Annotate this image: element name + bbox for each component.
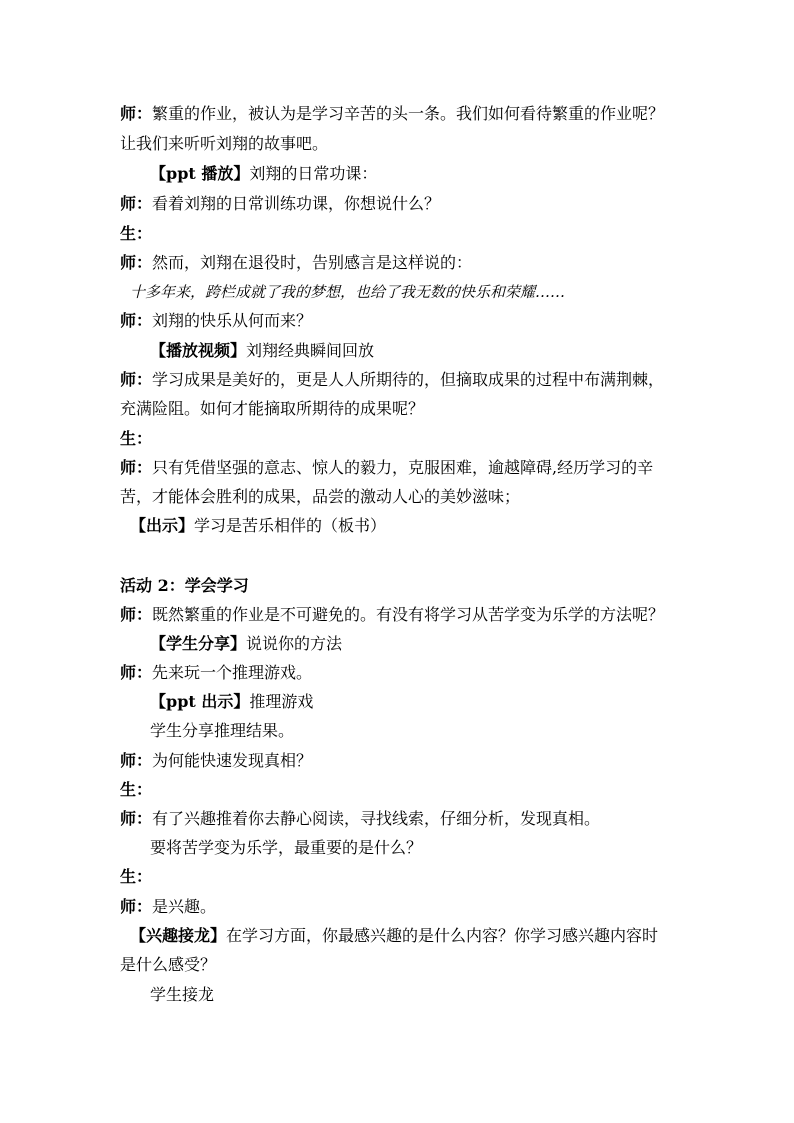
paragraph-text: 刘翔的日常功课：	[249, 164, 378, 183]
speaker-label: 师：	[120, 897, 153, 916]
speaker-label: 师：	[120, 751, 153, 770]
paragraph-text: 学习是苦乐相伴的（板书）	[194, 516, 387, 535]
speaker-label: 师：	[120, 104, 153, 123]
speaker-label: 师：	[120, 194, 153, 213]
bracket-tag: 【播放视频】	[150, 341, 247, 360]
speaker-label: 师：	[120, 663, 153, 682]
paragraph-text: 苦，才能体会胜利的成果，品尝的激动人心的美妙滋味；	[120, 487, 521, 506]
speaker-label: 师：	[120, 253, 153, 272]
paragraph-text: 学习成果是美好的，更是人人所期待的，但摘取成果的过程中布满荆棘，	[152, 370, 665, 389]
speaker-label: 生：	[120, 429, 153, 448]
paragraph-text: 充满险阻。如何才能摘取所期待的成果呢？	[120, 399, 425, 418]
paragraph	[150, 164, 377, 184]
speaker-label: 师：	[120, 809, 153, 828]
paragraph-text: 先来玩一个推理游戏。	[152, 663, 313, 682]
paragraph	[120, 955, 216, 975]
paragraph-text: 是兴趣。	[152, 897, 217, 916]
paragraph-text: 繁重的作业，被认为是学习辛苦的头一条。我们如何看待繁重的作业呢？	[152, 104, 665, 123]
paragraph-text: 推理游戏	[249, 692, 314, 711]
paragraph-text: 让我们来听听刘翔的故事吧。	[120, 134, 329, 153]
paragraph-text: 学生接龙	[150, 985, 215, 1004]
paragraph	[150, 634, 342, 654]
speaker-label: 师：	[120, 458, 153, 477]
quote-paragraph	[130, 282, 565, 302]
speaker-label: 生：	[120, 224, 153, 243]
paragraph-text: 然而，刘翔在退役时，告别感言是这样说的：	[152, 253, 473, 272]
paragraph-text: 刘翔经典瞬间回放	[246, 341, 375, 360]
paragraph	[120, 663, 312, 683]
paragraph	[120, 429, 152, 449]
paragraph	[120, 399, 424, 419]
paragraph	[120, 605, 664, 625]
paragraph-text: 既然繁重的作业是不可避免的。有没有将学习从苦学变为乐学的方法呢？	[152, 605, 665, 624]
paragraph-text: 为何能快速发现真相？	[152, 751, 313, 770]
paragraph-text: 要将苦学变为乐学，最重要的是什么？	[150, 838, 423, 857]
paragraph	[120, 104, 664, 124]
bracket-tag: 【兴趣接龙】	[130, 926, 227, 945]
paragraph	[120, 311, 312, 331]
paragraph	[120, 487, 520, 507]
paragraph	[120, 751, 312, 771]
speaker-label: 师：	[120, 605, 153, 624]
paragraph	[150, 985, 214, 1005]
paragraph	[150, 721, 294, 741]
speaker-label: 生：	[120, 780, 153, 799]
speaker-label: 师：	[120, 370, 153, 389]
speaker-label: 生：	[120, 867, 153, 886]
paragraph	[120, 194, 440, 214]
paragraph	[120, 809, 600, 829]
paragraph	[120, 224, 152, 244]
paragraph-text: 十多年来，跨栏成就了我的梦想，也给了我无数的快乐和荣耀……	[130, 283, 566, 301]
bracket-tag: 【学生分享】	[150, 634, 247, 653]
paragraph-text: 学生分享推理结果。	[150, 721, 295, 740]
paragraph	[130, 516, 386, 536]
paragraph	[120, 780, 152, 800]
paragraph-text: 在学习方面，你最感兴趣的是什么内容？你学习感兴趣内容时	[226, 926, 659, 945]
paragraph	[150, 692, 313, 712]
paragraph	[130, 926, 658, 946]
paragraph	[120, 253, 472, 273]
paragraph-text: 是什么感受？	[120, 955, 217, 974]
bracket-tag: 【ppt 播放】	[150, 164, 250, 183]
paragraph	[120, 134, 328, 154]
paragraph	[120, 370, 664, 390]
bracket-tag: 【出示】	[130, 516, 195, 535]
paragraph-text: 有了兴趣推着你去静心阅读，寻找线索，仔细分析，发现真相。	[152, 809, 601, 828]
paragraph	[120, 867, 152, 887]
paragraph	[150, 838, 422, 858]
paragraph-text: 看着刘翔的日常训练功课，你想说什么？	[152, 194, 441, 213]
heading-text: 活动 2：学会学习	[120, 576, 249, 595]
paragraph	[150, 341, 374, 361]
paragraph-text: 只有凭借坚强的意志、惊人的毅力，克服困难，逾越障碍,经历学习的辛	[152, 458, 654, 477]
paragraph-text: 说说你的方法	[246, 634, 343, 653]
paragraph-text: 刘翔的快乐从何而来？	[152, 311, 313, 330]
paragraph	[120, 897, 216, 917]
speaker-label: 师：	[120, 311, 153, 330]
section-heading	[120, 576, 249, 596]
bracket-tag: 【ppt 出示】	[150, 692, 250, 711]
paragraph	[120, 458, 653, 478]
